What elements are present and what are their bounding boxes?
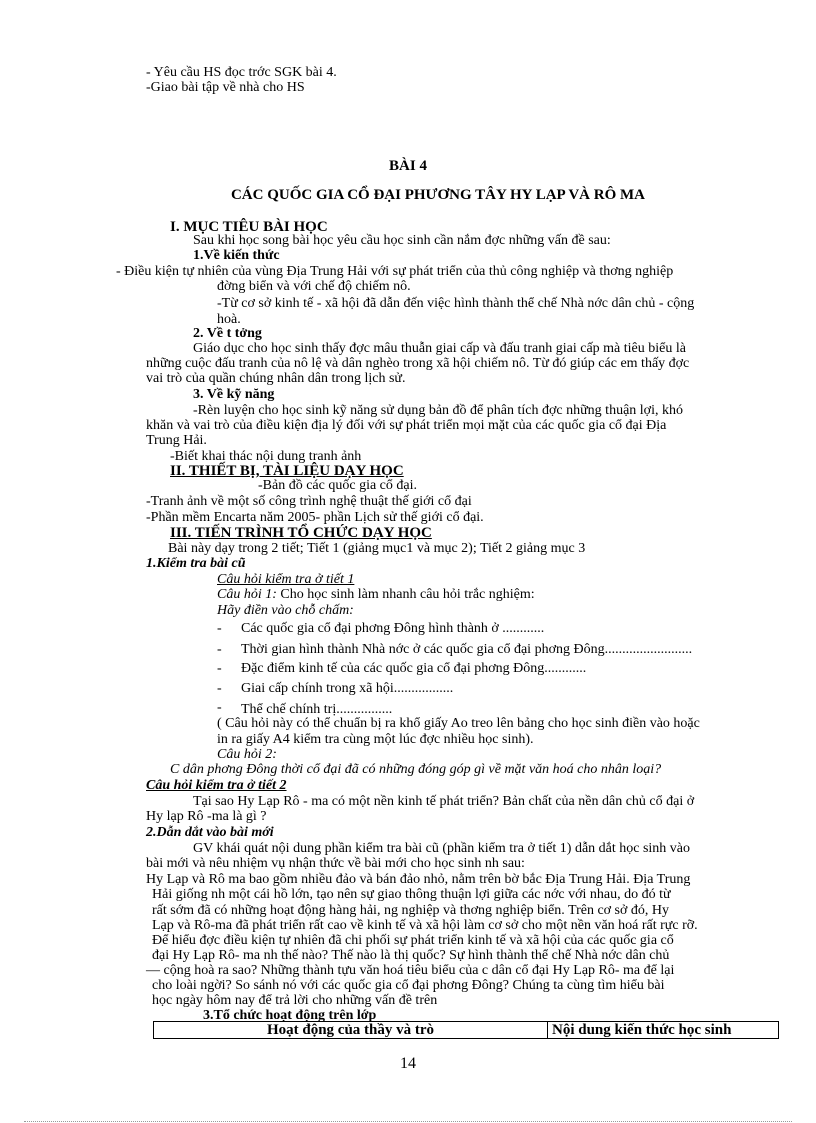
paragraph-line: — cộng hoà ra sao? Những thành tựu văn hoá tiêu biểu của c dân cổ đại Hy Lạp Rô- ma để lại <box>146 963 675 978</box>
knowledge-heading: 1.Về kiến thức <box>193 248 280 263</box>
paragraph-line: Hy Lạp và Rô ma bao gồm nhiều đảo và bán đảo nhỏ, nằm trên bờ bắc Địa Trung Hải. Địa Trung <box>146 872 691 887</box>
question-1-label: Câu hỏi 1: <box>217 587 277 602</box>
table-header-activities: Hoạt động của thầy và trò <box>154 1022 548 1039</box>
intro-line-2: -Giao bài tập về nhà cho HS <box>146 80 305 95</box>
section-1-heading: I. MỤC TIÊU BÀI HỌC <box>170 219 328 235</box>
knowledge-line-3: -Từ cơ sở kinh tế - xã hội đã dẫn đến việc hình thành thể chế Nhà nớc dân chủ - cộng <box>217 296 695 311</box>
question-3-line-1: Tại sao Hy Lạp Rô - ma có một nền kinh tế phát triển? Bản chất của nền dân chủ cổ đại ở <box>193 794 695 809</box>
note-line-2: in ra giấy A4 kiểm tra cùng một lúc đợc nhiều học sinh). <box>217 732 534 747</box>
lead-in-line-2: bài mới và nêu nhiệm vụ nhận thức về bài mới cho học sinh nh sau: <box>146 856 525 871</box>
lesson-title: CÁC QUỐC GIA CỔ ĐẠI PHƯƠNG TÂY HY LẠP VÀ RÔ MA <box>230 187 646 203</box>
bullet-dash: - <box>217 681 222 696</box>
equipment-line-2: -Tranh ảnh về một số công trình nghệ thuật thế giới cổ đại <box>146 494 472 509</box>
question-3-line-2: Hy lạp Rô -ma là gì ? <box>146 809 267 824</box>
knowledge-line-4: hoà. <box>217 312 241 327</box>
bullet-item: Các quốc gia cổ đại phơng Đông hình thành ở ............ <box>241 621 545 636</box>
fill-prompt: Hãy điền vào chỗ chấm: <box>217 603 354 618</box>
knowledge-line-1: - Điều kiện tự nhiên của vùng Địa Trung Hải với sự phát triển của thủ công nghiệp và thơng nghiệp <box>116 264 674 279</box>
lesson-number: BÀI 4 <box>389 158 427 174</box>
page-border <box>24 1121 792 1122</box>
bullet-dash: - <box>217 661 222 676</box>
paragraph-line: học ngày hôm nay để trả lời cho những vấn đề trên <box>152 993 438 1008</box>
review-heading: 1.Kiểm tra bài cũ <box>146 556 246 571</box>
paragraph-line: cho loài ngời? So sánh nó với các quốc gia cổ đại phơng Đông? Chúng ta cùng tìm hiểu bài <box>152 978 665 993</box>
lead-in-line-1: GV khái quát nội dung phần kiểm tra bài cũ (phần kiểm tra ở tiết 1) dẫn dắt học sinh vào <box>193 841 691 856</box>
section-3-heading: III. TIẾN TRÌNH TỔ CHỨC DẠY HỌC <box>170 525 432 541</box>
paragraph-line: Để hiểu đợc điều kiện tự nhiên đã chi phối sự phát triển kinh tế và xã hội của các quốc gia cổ <box>152 933 674 948</box>
attitude-line-1: Giáo dục cho học sinh thấy đợc mâu thuẫn giai cấp và đấu tranh giai cấp mà tiêu biểu là <box>193 341 686 356</box>
question-title-period-1: Câu hỏi kiểm tra ở tiết 1 <box>217 572 355 587</box>
s3-intro: Bài này dạy trong 2 tiết; Tiết 1 (giảng mục1 và mục 2); Tiết 2 giảng mục 3 <box>168 541 586 556</box>
skills-line-1: -Rèn luyện cho học sinh kỹ năng sử dụng bản đồ để phân tích đợc những thuận lợi, khó <box>193 403 683 418</box>
bullet-item: Thời gian hình thành Nhà nớc ở các quốc gia cổ đại phơng Đông......................... <box>241 642 693 657</box>
bullet-dash: - <box>217 642 222 657</box>
s1-intro: Sau khi học song bài học yêu cầu học sinh cần nắm đợc những vấn đề sau: <box>193 233 611 248</box>
paragraph-line: rất sớm đã có những hoạt động hàng hải, ng nghiệp và thơng nghiệp biển. Trên cơ sở đó, Hy <box>152 903 670 918</box>
skills-heading: 3. Về kỹ năng <box>193 387 275 402</box>
question-1 <box>217 587 535 602</box>
question-2-text: C dân phơng Đông thời cổ đại đã có những đóng góp gì về mặt văn hoá cho nhân loại? <box>170 762 662 777</box>
table-header-content: Nội dung kiến thức học sinh <box>548 1022 779 1039</box>
note-line-1: ( Câu hỏi này có thể chuẩn bị ra khổ giấy Ao treo lên bảng cho học sinh điền vào hoặc <box>217 716 700 731</box>
bullet-dash: - <box>217 621 222 636</box>
skills-line-2: khăn và vai trò của điều kiện địa lý đối với sự phát triển mọi mặt của các quốc gia cổ đại Địa <box>146 418 667 433</box>
question-1-text: Cho học sinh làm nhanh câu hỏi trắc nghiệm: <box>280 587 535 602</box>
knowledge-line-2: đờng biển và với chế độ chiếm nô. <box>217 279 411 294</box>
paragraph-line: Hải giống nh một cái hồ lớn, tạo nên sự giao thông thuận lợi giữa các nớc với nhau, do đó từ <box>152 887 671 902</box>
attitude-line-3: vai trò của quần chúng nhân dân trong lịch sử. <box>146 371 406 386</box>
question-title-period-2: Câu hỏi kiểm tra ở tiết 2 <box>146 778 287 793</box>
bullet-item: Giai cấp chính trong xã hội................. <box>241 681 454 696</box>
paragraph-line: Lạp và Rô-ma đã phát triển rất cao về kinh tế và xã hội làm cơ sở cho một nền văn hoá rất rực rỡ. <box>152 918 698 933</box>
bullet-dash: - <box>217 700 222 715</box>
bullet-item: Đặc điểm kinh tế của các quốc gia cổ đại phơng Đông............ <box>241 661 587 676</box>
equipment-line-1: -Bản đồ các quốc gia cổ đại. <box>258 478 417 493</box>
intro-line-1: - Yêu cầu HS đọc trớc SGK bài 4. <box>146 65 337 80</box>
question-2-label: Câu hỏi 2: <box>217 747 277 762</box>
attitude-heading: 2. Về t tởng <box>193 326 262 341</box>
attitude-line-2: những cuộc đấu tranh của nô lệ và dân nghèo trong xã hội chiếm nô. Từ đó giúp các em thấy đợc <box>146 356 690 371</box>
organization-heading: 3.Tổ chức hoạt động trên lớp <box>203 1008 377 1023</box>
section-2-heading: II. THIẾT BỊ, TÀI LIỆU DẠY HỌC <box>170 463 404 479</box>
skills-line-4: -Biết khai thác nội dung tranh ảnh <box>170 449 362 464</box>
page-number: 14 <box>400 1055 416 1072</box>
bullet-item: Thể chế chính trị................ <box>241 702 393 717</box>
equipment-line-3: -Phần mềm Encarta năm 2005- phần Lịch sử thế giới cổ đại. <box>146 510 484 525</box>
activity-table <box>153 1021 779 1039</box>
lead-in-heading: 2.Dẫn dắt vào bài mới <box>146 825 274 840</box>
paragraph-line: đại Hy Lạp Rô- ma nh thế nào? Thế nào là thị quốc? Sự hình thành thể chế Nhà nớc dân chủ <box>152 948 670 963</box>
skills-line-3: Trung Hải. <box>146 433 207 448</box>
